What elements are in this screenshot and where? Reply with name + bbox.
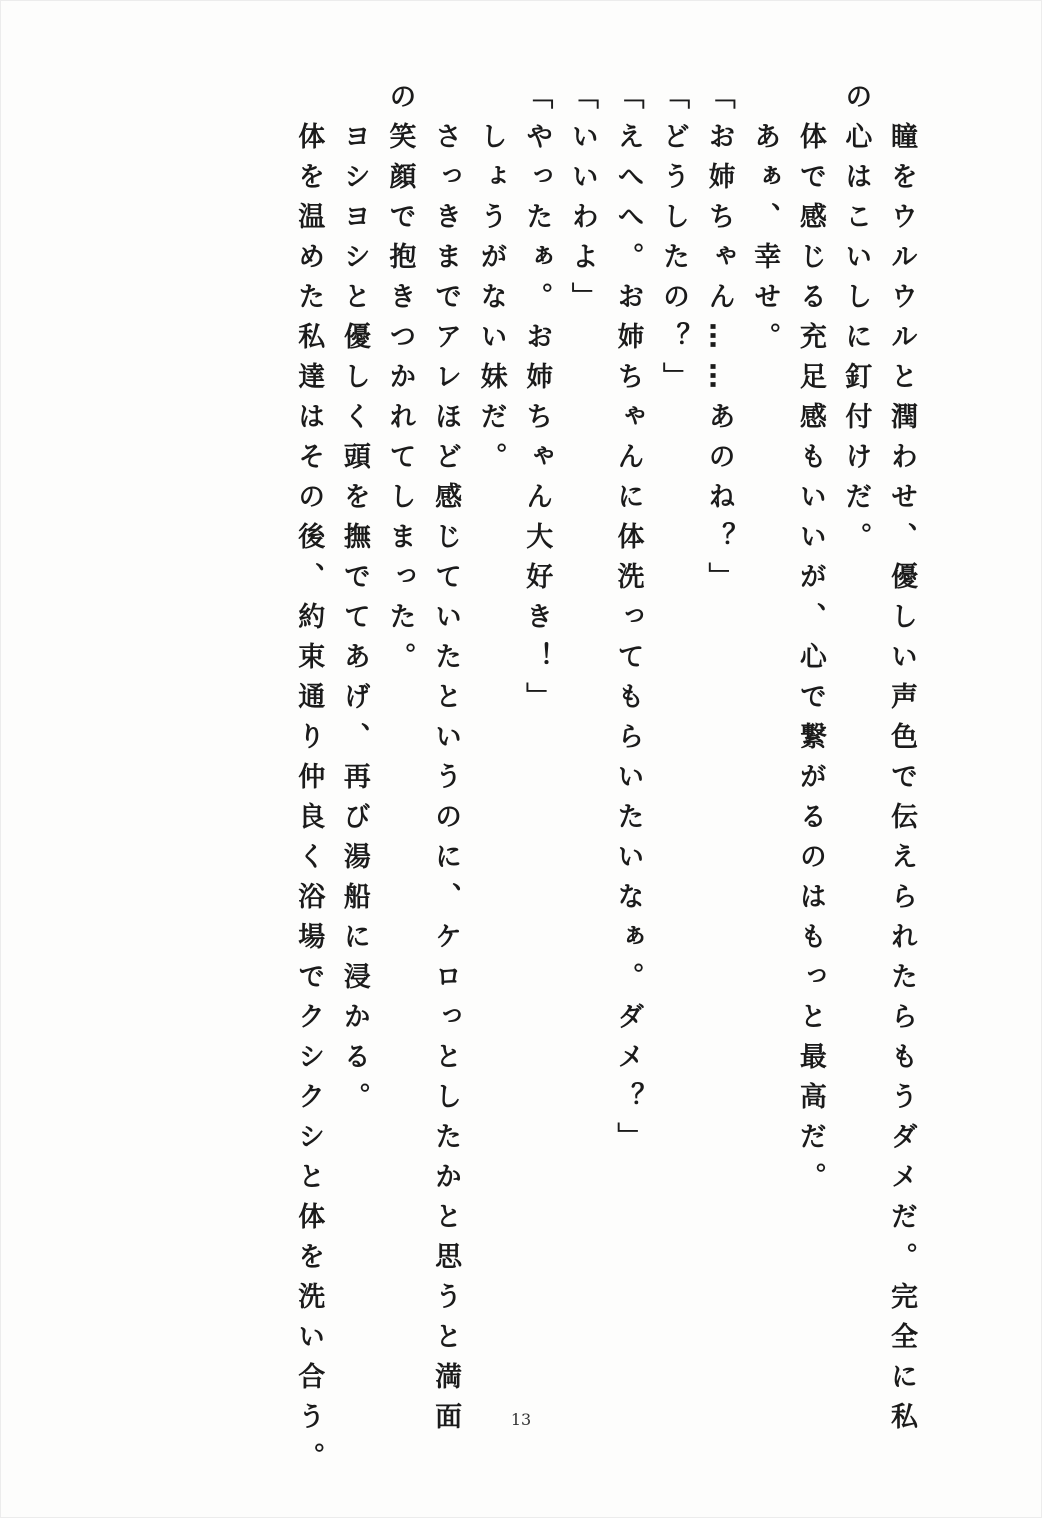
dialogue-line: 「どうしたの？」 bbox=[658, 82, 690, 402]
text-line: ヨシヨシと優しく頭を撫でてあげ、再び湯船に浸かる。 bbox=[338, 122, 370, 1122]
text-line: 瞳をウルウルと潤わせ、優しい声色で伝えられたらもうダメだ。完全に私 bbox=[886, 122, 917, 1442]
text-line: さっきまでアレほど感じていたというのに、ケロっとしたかと思うと満面 bbox=[430, 122, 462, 1442]
dialogue-line: 「お姉ちゃん……あのね？」 bbox=[703, 82, 735, 602]
page-number: 13 bbox=[510, 1410, 532, 1429]
dialogue-line: 「えへへ。お姉ちゃんに体洗ってもらいたいなぁ。ダメ？」 bbox=[612, 82, 644, 1162]
text-line: の笑顔で抱きつかれてしまった。 bbox=[384, 82, 416, 682]
text-line: 体で感じる充足感もいいが、心で繋がるのはもっと最高だ。 bbox=[794, 122, 826, 1202]
dialogue-line: 「やったぁ。お姉ちゃん大好き！」 bbox=[521, 82, 553, 722]
dialogue-line: 「いいわよ」 bbox=[566, 82, 598, 322]
text-line: 体を温めた私達はその後、約束通り仲良く浴場でクシクシと体を洗い合う。 bbox=[293, 122, 325, 1482]
novel-text bbox=[286, 82, 924, 1482]
text-line: の心はこいしに釘付けだ。 bbox=[840, 82, 872, 562]
text-line: しょうがない妹だ。 bbox=[475, 122, 507, 482]
text-line: あぁ、幸せ。 bbox=[749, 122, 781, 362]
